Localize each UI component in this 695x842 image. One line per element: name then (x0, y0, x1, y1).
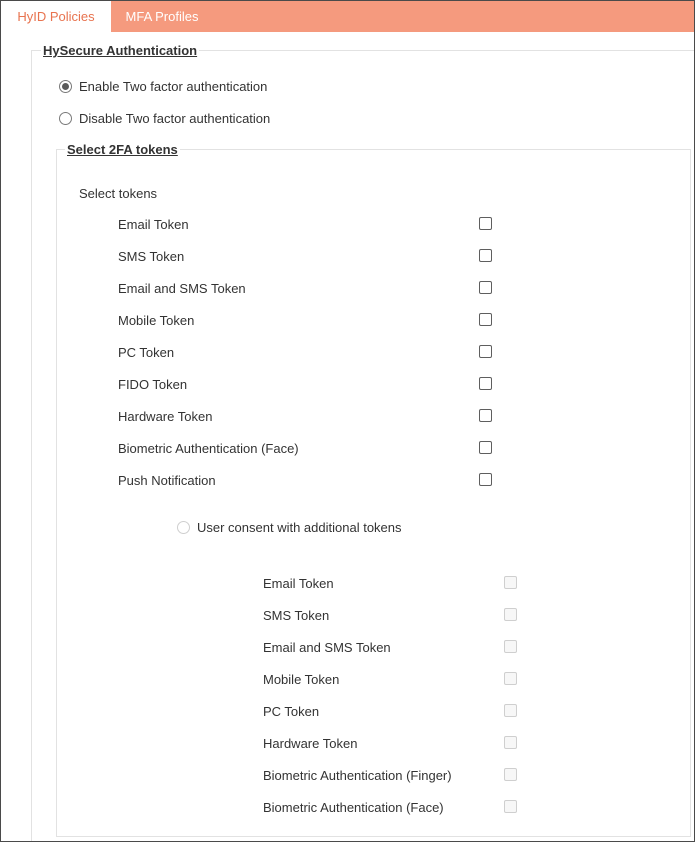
token-checkbox-push-notification[interactable] (479, 473, 492, 486)
additional-token-label-biometric-finger: Biometric Authentication (Finger) (263, 768, 452, 783)
additional-token-label-sms: SMS Token (263, 608, 330, 623)
additional-token-checkbox-mobile[interactable] (504, 672, 517, 685)
tab-bar (1, 1, 694, 32)
token-checkbox-email-sms[interactable] (479, 281, 492, 294)
additional-token-label-email-sms: Email and SMS Token (263, 640, 391, 655)
token-checkbox-biometric-face[interactable] (479, 441, 492, 454)
tab-hyid-policies[interactable]: HyID Policies (1, 1, 111, 32)
tab-mfa-profiles[interactable]: MFA Profiles (125, 9, 199, 24)
disable-2fa-label: Disable Two factor authentication (79, 110, 271, 126)
additional-token-checkbox-email-sms[interactable] (504, 640, 517, 653)
additional-token-checkbox-sms[interactable] (504, 608, 517, 621)
select-tokens-label: Select tokens (79, 186, 158, 201)
enable-2fa-label: Enable Two factor authentication (79, 78, 268, 94)
token-label-email-sms: Email and SMS Token (118, 281, 246, 296)
token-label-fido: FIDO Token (118, 377, 188, 392)
token-label-push-notification: Push Notification (118, 473, 216, 488)
enable-2fa-option[interactable] (59, 78, 267, 94)
token-checkbox-pc[interactable] (479, 345, 492, 358)
hysecure-authentication-legend: HySecure Authentication (43, 43, 198, 58)
token-label-sms: SMS Token (118, 249, 185, 264)
disable-2fa-radio[interactable] (59, 112, 72, 125)
token-label-mobile: Mobile Token (118, 313, 195, 328)
token-label-biometric-face: Biometric Authentication (Face) (118, 441, 299, 456)
token-label-pc: PC Token (118, 345, 175, 360)
enable-2fa-radio[interactable] (59, 80, 72, 93)
user-consent-radio[interactable] (177, 521, 190, 534)
additional-token-checkbox-biometric-finger[interactable] (504, 768, 517, 781)
token-label-hardware: Hardware Token (118, 409, 213, 424)
additional-token-label-mobile: Mobile Token (263, 672, 340, 687)
additional-token-checkbox-biometric-face[interactable] (504, 800, 517, 813)
token-checkbox-hardware[interactable] (479, 409, 492, 422)
token-checkbox-fido[interactable] (479, 377, 492, 390)
select-2fa-tokens-legend: Select 2FA tokens (67, 142, 178, 157)
user-consent-option[interactable] (177, 519, 402, 535)
additional-token-checkbox-email[interactable] (504, 576, 517, 589)
disable-2fa-option[interactable] (59, 110, 270, 126)
token-checkbox-email[interactable] (479, 217, 492, 230)
user-consent-label: User consent with additional tokens (197, 519, 402, 535)
additional-token-label-email: Email Token (263, 576, 334, 591)
additional-token-checkbox-hardware[interactable] (504, 736, 517, 749)
additional-token-label-pc: PC Token (263, 704, 320, 719)
token-checkbox-mobile[interactable] (479, 313, 492, 326)
additional-token-checkbox-pc[interactable] (504, 704, 517, 717)
additional-token-label-biometric-face: Biometric Authentication (Face) (263, 800, 444, 815)
token-checkbox-sms[interactable] (479, 249, 492, 262)
additional-token-label-hardware: Hardware Token (263, 736, 358, 751)
token-label-email: Email Token (118, 217, 189, 232)
